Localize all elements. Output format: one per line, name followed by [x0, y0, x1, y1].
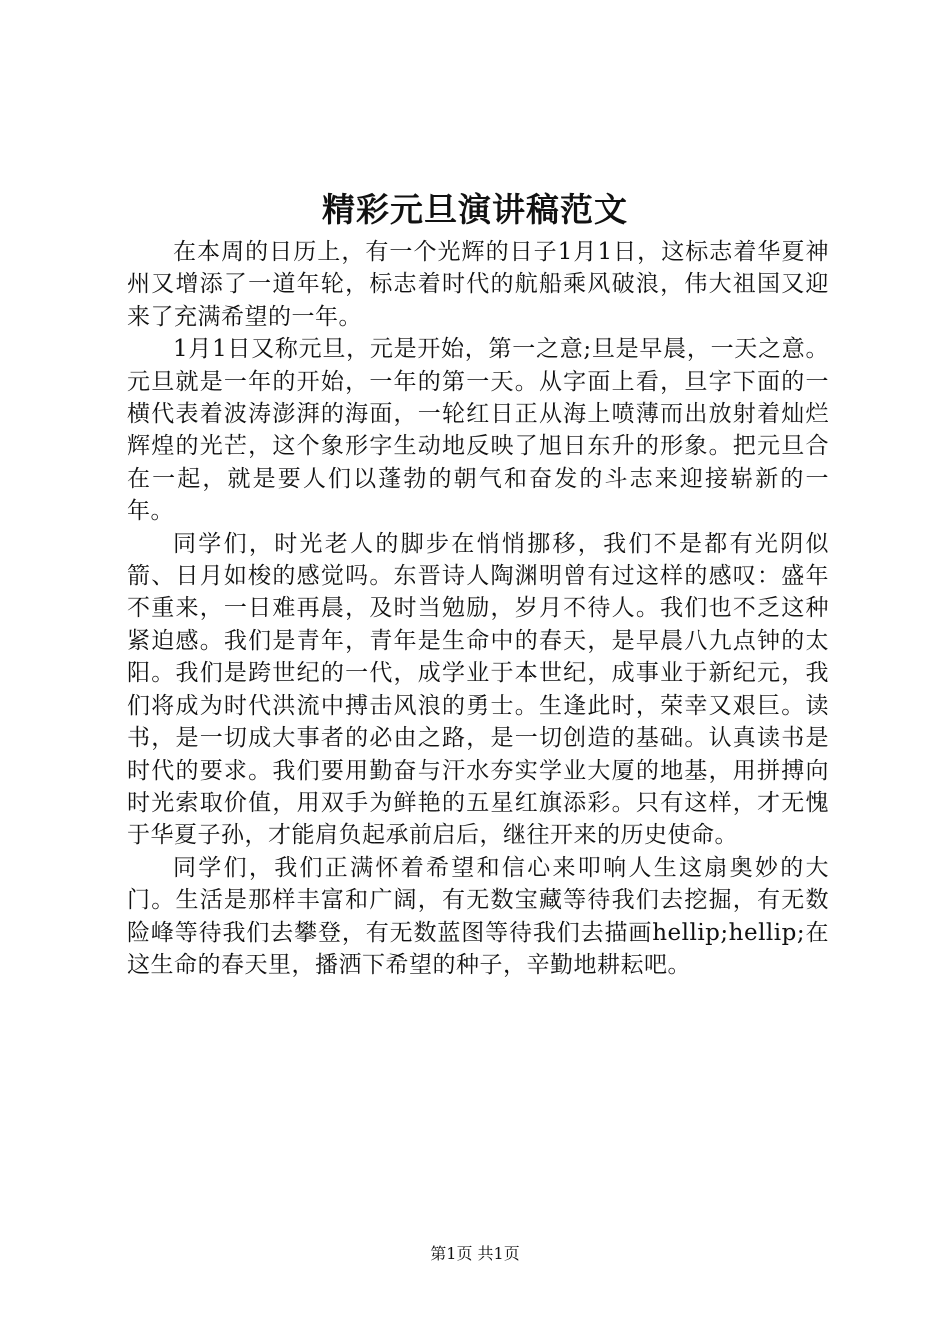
- paragraph-3: 同学们，时光老人的脚步在悄悄挪移，我们不是都有光阴似箭、日月如梭的感觉吗。东晋诗人陶渊明曾有过这样的感叹：盛年不重来，一日难再晨，及时当勉励，岁月不待人。我们也不乏这种紧迫感。我们是青年，青年是生命中的春天，是早晨八九点钟的太阳。我们是跨世纪的一代，成学业于本世纪，成事业于新纪元，我们将成为时代洪流中搏击风浪的勇士。生逢此时，荣幸又艰巨。读书，是一切成大事者的必由之路，是一切创造的基础。认真读书是时代的要求。我们要用勤奋与汗水夯实学业大厦的地基，用拼搏向时光索取价值，用双手为鲜艳的五星红旗添彩。只有这样，才无愧于华夏子孙，才能肩负起承前启后，继往开来的历史使命。: [127, 530, 829, 849]
- paragraph-1: 在本周的日历上，有一个光辉的日子1月1日，这标志着华夏神州又增添了一道年轮，标志着时代的航船乘风破浪，伟大祖国又迎来了充满希望的一年。: [127, 239, 829, 330]
- document-title: 精彩元旦演讲稿范文: [322, 190, 628, 229]
- document-body: [127, 236, 829, 981]
- paragraph-2: 1月1日又称元旦，元是开始，第一之意;旦是早晨，一天之意。元旦就是一年的开始，一年的第一天。从字面上看，旦字下面的一横代表着波涛澎湃的海面，一轮红日正从海上喷薄而出放射着灿烂辉煌的光芒，这个象形字生动地反映了旭日东升的形象。把元旦合在一起，就是要人们以蓬勃的朝气和奋发的斗志来迎接崭新的一年。: [127, 336, 829, 525]
- page-footer: 第1页 共1页: [430, 1244, 520, 1263]
- paragraph-4: 同学们，我们正满怀着希望和信心来叩响人生这扇奥妙的大门。生活是那样丰富和广阔，有无数宝藏等待我们去挖掘，有无数险峰等待我们去攀登，有无数蓝图等待我们去描画hellip;hellip;在这生命的春天里，播洒下希望的种子，辛勤地耕耘吧。: [127, 854, 829, 978]
